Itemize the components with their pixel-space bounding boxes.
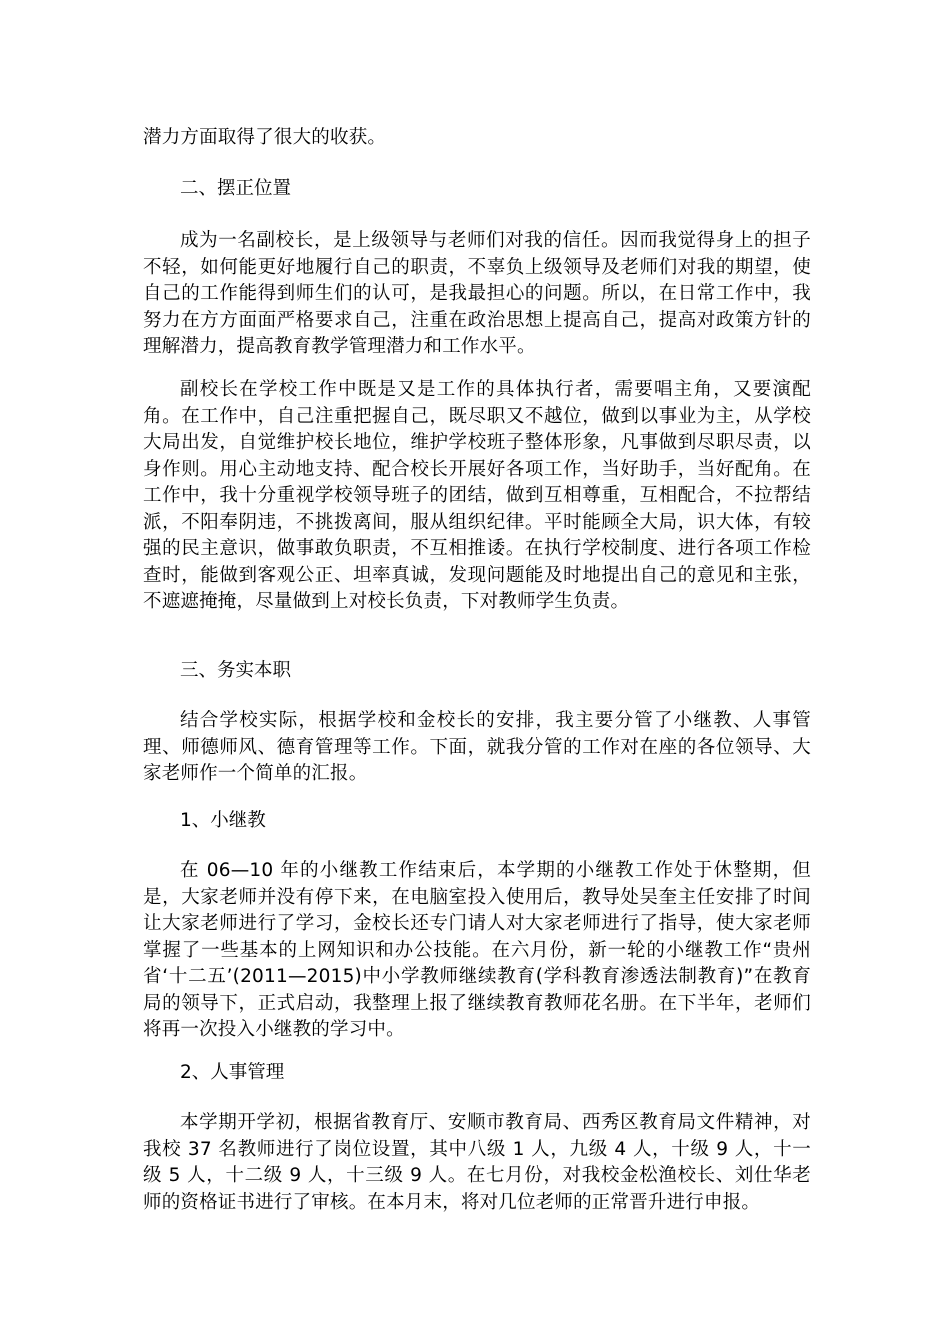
- paragraph-continuing-education: 在 06—10 年的小继教工作结束后，本学期的小继教工作处于休整期，但是，大家老师并没有停下来，在电脑室投入使用后，教导处吴奎主任安排了时间让大家老师进行了学习，金校长还专门请人对大家老师进行了指导，使大家老师掌握了一些基本的上网知识和办公技能。在六月份，新一轮的小继教工作“贵州省‘十二五’(2011—2015)中小学教师继续教育(学科教育渗透法制教育)”在教育局的领导下，正式启动，我整理上报了继续教育教师花名册。在下半年，老师们将再一次投入小继教的学习中。: [143, 860, 811, 1040]
- subheading-personnel: 2、人事管理: [180, 1062, 285, 1083]
- paragraph-position-1: 成为一名副校长，是上级领导与老师们对我的信任。因而我觉得身上的担子不轻，如何能更好地履行自己的职责，不辜负上级领导及老师们对我的期望，使自己的工作能得到师生们的认可，是我最担心的问题。所以，在日常工作中，我努力在方方面面严格要求自己，注重在政治思想上提高自己，提高对政策方针的理解潜力，提高教育教学管理潜力和工作水平。: [143, 230, 811, 357]
- paragraph-position-2: 副校长在学校工作中既是又是工作的具体执行者，需要唱主角，又要演配角。在工作中，自己注重把握自己，既尽职又不越位，做到以事业为主，从学校大局出发，自觉维护校长地位，维护学校班子整体形象，凡事做到尽职尽责，以身作则。用心主动地支持、配合校长开展好各项工作，当好助手，当好配角。在工作中，我十分重视学校领导班子的团结，做到互相尊重，互相配合，不拉帮结派，不阳奉阴违，不挑拨离间，服从组织纪律。平时能顾全大局，识大体，有较强的民主意识，做事敢负职责，不互相推诿。在执行学校制度、进行各项工作检查时，能做到客观公正、坦率真诚，发现问题能及时地提出自己的意见和主张，不遮遮掩掩，尽量做到上对校长负责，下对教师学生负责。: [143, 379, 811, 612]
- paragraph-duties-intro: 结合学校实际，根据学校和金校长的安排，我主要分管了小继教、人事管理、师德师风、德育管理等工作。下面，就我分管的工作对在座的各位领导、大家老师作一个简单的汇报。: [143, 710, 811, 784]
- section-heading-2: 二、摆正位置: [180, 178, 292, 199]
- paragraph-personnel: 本学期开学初，根据省教育厅、安顺市教育局、西秀区教育局文件精神，对我校 37 名教师进行了岗位设置，其中八级 1 人，九级 4 人，十级 9 人，十一级 5 人，十二级 9 人，十三级 9 人。在七月份，对我校金松渔校长、刘仕华老师的资格证书进行了审核。在本月末，将对几位老师的正常晋升进行申报。: [143, 1112, 811, 1213]
- section-heading-3: 三、务实本职: [180, 660, 292, 681]
- paragraph-continuation: 潜力方面取得了很大的收获。: [143, 127, 387, 148]
- subheading-continuing-education: 1、小继教: [180, 810, 266, 831]
